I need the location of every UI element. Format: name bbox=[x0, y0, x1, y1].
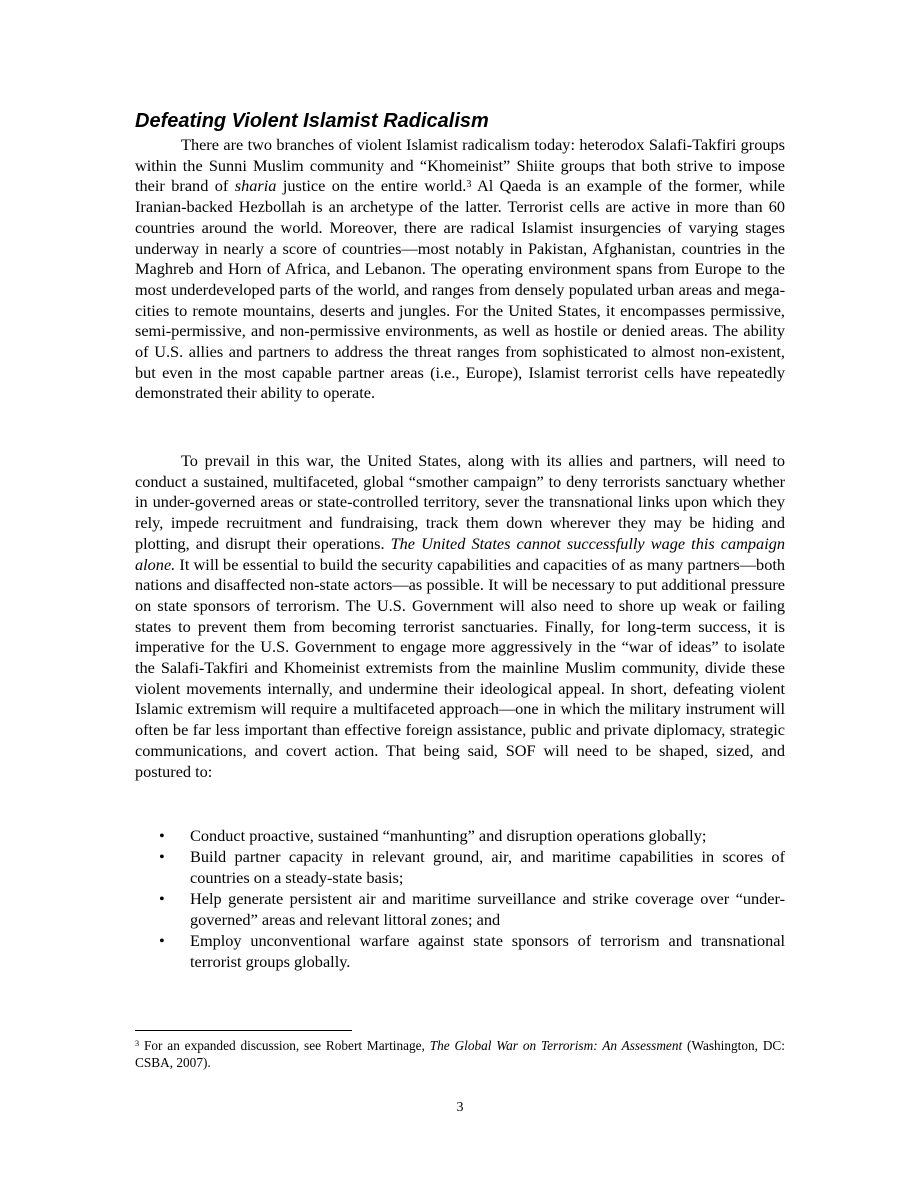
paragraph-2 bbox=[135, 451, 785, 782]
section-heading: Defeating Violent Islamist Radicalism bbox=[135, 110, 489, 132]
bullet-list bbox=[135, 825, 785, 972]
footnote-reference: 3 bbox=[466, 178, 472, 190]
paragraph-2-emphasis: The United States cannot successfully wage this campaign alone. bbox=[135, 533, 785, 574]
list-item bbox=[135, 846, 785, 888]
footnote-number: 3 bbox=[135, 1039, 140, 1049]
bullet-icon: • bbox=[159, 931, 165, 950]
bullet-icon: • bbox=[159, 889, 165, 908]
paragraph-1-text-b: justice on the entire world. bbox=[276, 176, 467, 196]
footnote-divider bbox=[135, 1030, 352, 1031]
page-number: 3 bbox=[456, 1100, 464, 1115]
footnote-text-lead: For an expanded discussion, see Robert Martinage, bbox=[139, 1038, 430, 1053]
bullet-icon: • bbox=[159, 826, 165, 845]
list-item bbox=[135, 930, 785, 972]
paragraph-2-text-b: It will be essential to build the security capabilities and capacities of as many partners—both nations and disaffected non-state actors—as possible. It will be necessary to put additional pressure on state sponsors of terrorism. The U.S. Government will also need to shore up weak or failing states to prevent them from becoming terrorist sanctuaries. Finally, for long-term success, it is imperative for the U.S. Government to engage more aggressively in the “war of ideas” to isolate the Salafi-Takfiri and Khomeinist extremists from the mainline Muslim community, divide these violent movements internally, and undermine their ideological appeal. In short, defeating violent Islamic extremism will require a multifaceted approach—one in which the military instrument will often be far less important than effective foreign assistance, public and private diplomacy, strategic communications, and covert action. That being said, SOF will need to be shaped, sized, and postured to: bbox=[135, 554, 785, 781]
footnote bbox=[135, 1037, 785, 1071]
list-item bbox=[135, 825, 785, 846]
list-item-text: Conduct proactive, sustained “manhunting” and disruption operations globally; bbox=[190, 826, 707, 845]
footnote-cited-title: The Global War on Terrorism: An Assessment bbox=[429, 1038, 683, 1053]
paragraph-1 bbox=[135, 135, 785, 404]
bullet-icon: • bbox=[159, 847, 165, 866]
footnote-text-tail: (Washington, DC: CSBA, 2007). bbox=[135, 1038, 785, 1070]
sharia-term: sharia bbox=[234, 176, 277, 196]
list-item-text: Employ unconventional warfare against state sponsors of terrorism and transnational terrorist groups globally. bbox=[190, 931, 785, 971]
list-item bbox=[135, 888, 785, 930]
paragraph-2-text-a: To prevail in this war, the United States, along with its allies and partners, will need to conduct a sustained, multifaceted, global “smother campaign” to deny terrorists sanctuary whether in under-governed areas or state-controlled territory, sever the transnational links upon which they rely, impede recruitment and fundraising, track them down wherever they may be hiding and plotting, and disrupt their operations. bbox=[135, 451, 785, 553]
list-item-text: Help generate persistent air and maritime surveillance and strike coverage over “under-governed” areas and relevant littoral zones; and bbox=[190, 889, 785, 929]
list-item-text: Build partner capacity in relevant ground, air, and maritime capabilities in scores of countries on a steady-state basis; bbox=[190, 847, 785, 887]
paragraph-1-text-a: There are two branches of violent Islamist radicalism today: heterodox Salafi-Takfiri groups within the Sunni Muslim community and “Khomeinist” Shiite groups that both strive to impose their brand of bbox=[135, 135, 785, 196]
paragraph-1-text-c: Al Qaeda is an example of the former, while Iranian-backed Hezbollah is an archetype of the latter. Terrorist cells are active in more than 60 countries around the world. Moreover, there are radical Islamist insurgencies of varying stages underway in nearly a score of countries—most notably in Pakistan, Afghanistan, countries in the Maghreb and Horn of Africa, and Lebanon. The operating environment spans from Europe to the most underdeveloped parts of the world, and ranges from densely populated urban areas and mega-cities to remote mountains, deserts and jungles. For the United States, it encompasses permissive, semi-permissive, and non-permissive environments, as well as hostile or denied areas. The ability of U.S. allies and partners to address the threat ranges from sophisticated to almost non-existent, but even in the most capable partner areas (i.e., Europe), Islamist terrorist cells have repeatedly demonstrated their ability to operate. bbox=[135, 176, 786, 403]
